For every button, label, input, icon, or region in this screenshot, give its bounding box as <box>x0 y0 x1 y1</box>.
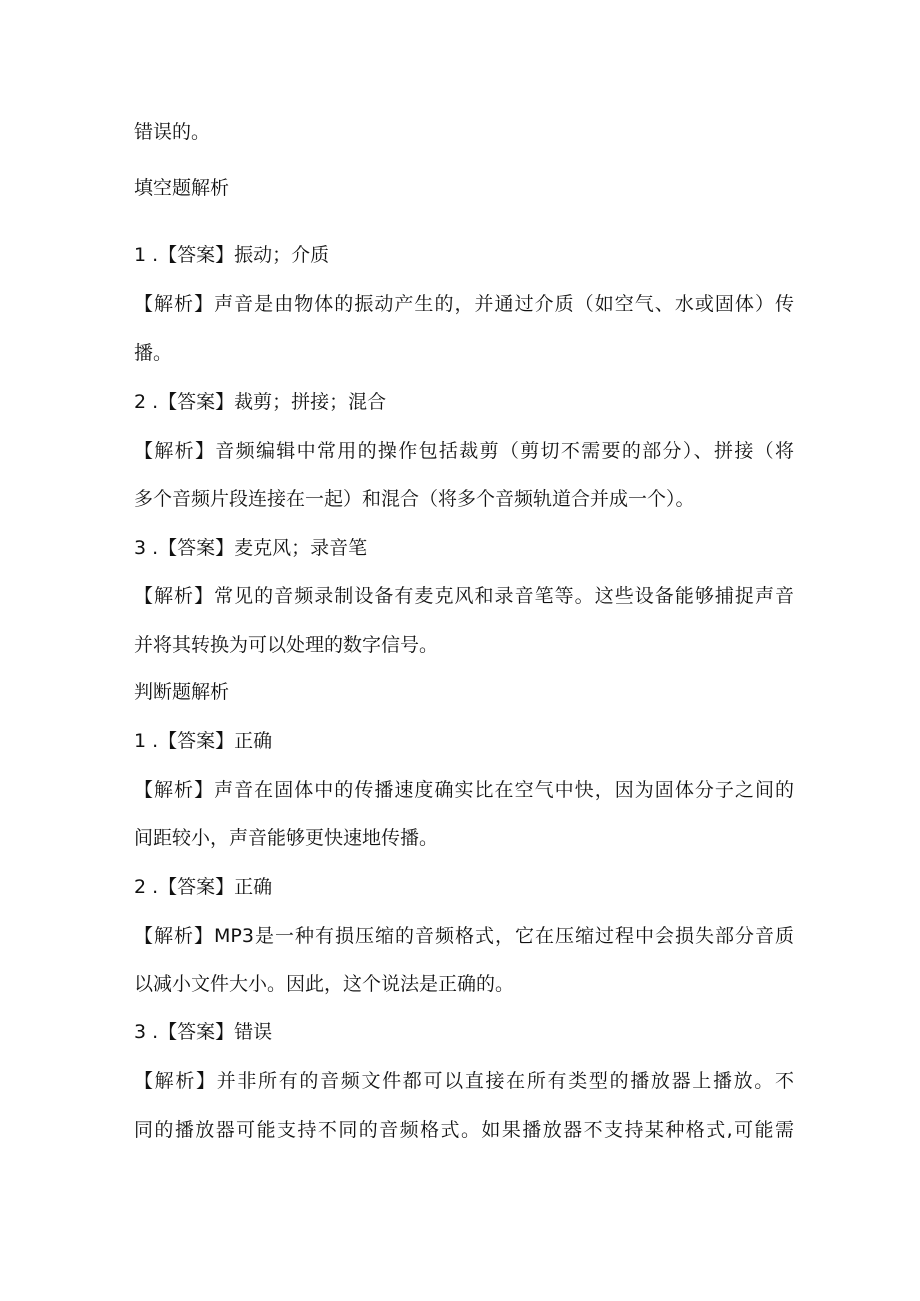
explanation-line: 【解析】声音是由物体的振动产生的，并通过介质（如空气、水或固体）传 <box>134 293 794 315</box>
explanation-line: 【解析】MP3是一种有损压缩的音频格式，它在压缩过程中会损失部分音质 <box>134 925 794 947</box>
explanation-line: 【解析】音频编辑中常用的操作包括裁剪（剪切不需要的部分）、拼接（将 <box>134 440 794 462</box>
answer-line: 1 .【答案】正确 <box>134 730 273 752</box>
answer-line: 3 .【答案】麦克风；录音笔 <box>134 537 368 559</box>
explanation-line: 间距较小，声音能够更快速地传播。 <box>134 827 439 849</box>
text-line: 错误的。 <box>134 121 211 143</box>
explanation-line: 以减小文件大小。因此，这个说法是正确的。 <box>134 973 515 995</box>
explanation-line: 同的播放器可能支持不同的音频格式。如果播放器不支持某种格式,可能需 <box>134 1119 794 1141</box>
section-heading-fill-blank: 填空题解析 <box>134 177 230 199</box>
answer-line: 2 .【答案】正确 <box>134 876 273 898</box>
explanation-line: 播。 <box>134 342 173 364</box>
explanation-line: 【解析】常见的音频录制设备有麦克风和录音笔等。这些设备能够捕捉声音 <box>134 585 794 607</box>
explanation-line: 并将其转换为可以处理的数字信号。 <box>134 634 439 656</box>
answer-line: 1 .【答案】振动；介质 <box>134 244 330 266</box>
explanation-line: 多个音频片段连接在一起）和混合（将多个音频轨道合并成一个）。 <box>134 488 695 510</box>
answer-line: 3 .【答案】错误 <box>134 1021 273 1043</box>
answer-line: 2 .【答案】裁剪；拼接；混合 <box>134 391 387 413</box>
explanation-line: 【解析】声音在固体中的传播速度确实比在空气中快，因为固体分子之间的 <box>134 779 794 801</box>
section-heading-true-false: 判断题解析 <box>134 681 230 703</box>
explanation-line: 【解析】并非所有的音频文件都可以直接在所有类型的播放器上播放。不 <box>134 1070 794 1092</box>
